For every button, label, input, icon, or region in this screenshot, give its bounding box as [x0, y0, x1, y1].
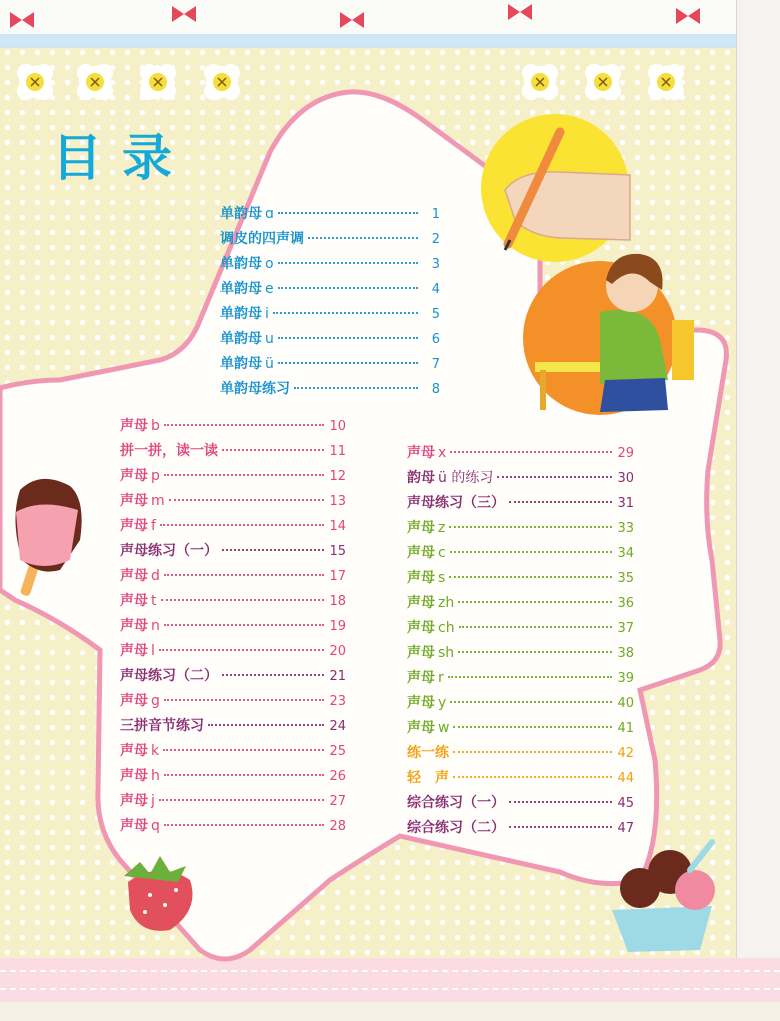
toc-page-number: 18: [329, 594, 346, 609]
toc-entry-pinyin: i: [265, 306, 269, 322]
toc-entry-title: 单韵母: [220, 206, 262, 222]
toc-entry[interactable]: [120, 489, 346, 514]
toc-leader-dots: [278, 262, 418, 264]
toc-entry[interactable]: [220, 277, 440, 302]
toc-entry-title: 声母: [407, 720, 435, 736]
toc-page-number: 28: [329, 819, 346, 834]
toc-page-number: 31: [617, 496, 634, 511]
toc-entry-pinyin: z: [438, 520, 446, 536]
toc-entry[interactable]: [407, 616, 634, 641]
toc-entry[interactable]: [120, 739, 346, 764]
toc-entry-pinyin: g: [151, 693, 160, 709]
toc-page-number: 24: [329, 719, 346, 734]
toc-page-number: 19: [329, 619, 346, 634]
toc-entry[interactable]: [120, 539, 346, 564]
toc-leader-dots: [164, 624, 324, 626]
toc-entry-title: 声母: [120, 693, 148, 709]
toc-page-number: 45: [617, 796, 634, 811]
toc-entry-title: 声母: [120, 743, 148, 759]
toc-entry-title: 声母练习（三）: [407, 495, 505, 511]
toc-leader-dots: [449, 526, 612, 528]
toc-entry-pinyin: d: [151, 568, 160, 584]
toc-page-number: 37: [617, 621, 634, 636]
toc-entry[interactable]: [120, 789, 346, 814]
toc-leader-dots: [208, 724, 324, 726]
toc-leader-dots: [163, 749, 324, 751]
toc-entry-title: 声母: [120, 593, 148, 609]
toc-entry[interactable]: [407, 691, 634, 716]
toc-entry-pinyin: m: [151, 493, 165, 509]
toc-page-number: 40: [617, 696, 634, 711]
toc-page-number: 42: [617, 746, 634, 761]
toc-entry-title: 综合练习（一）: [407, 795, 505, 811]
toc-entry-title: 声母: [120, 418, 148, 434]
toc-page-number: 12: [329, 469, 346, 484]
toc-entry-pinyin: ch: [438, 620, 455, 636]
toc-leader-dots: [458, 601, 612, 603]
toc-leader-dots: [164, 574, 324, 576]
toc-entry[interactable]: [220, 252, 440, 277]
toc-entry[interactable]: [407, 566, 634, 591]
toc-page-number: 21: [329, 669, 346, 684]
toc-entry-pinyin: x: [438, 445, 447, 461]
toc-page-number: 11: [329, 444, 346, 459]
toc-page-number: 44: [617, 771, 634, 786]
toc-entry[interactable]: [220, 327, 440, 352]
toc-entry-pinyin: p: [151, 468, 160, 484]
toc-leader-dots: [278, 362, 418, 364]
toc-entry-pinyin: sh: [438, 645, 455, 661]
toc-entry-title: 单韵母: [220, 306, 262, 322]
toc-entry-pinyin: r: [438, 670, 444, 686]
toc-page-number: 14: [329, 519, 346, 534]
toc-section-initials-right: [407, 441, 634, 841]
toc-entry[interactable]: [220, 352, 440, 377]
toc-leader-dots: [497, 476, 612, 478]
toc-entry[interactable]: [407, 491, 634, 516]
toc-entry-title: 声母练习（一）: [120, 543, 218, 559]
toc-entry-title: 声母: [407, 545, 435, 561]
toc-page-number: 13: [329, 494, 346, 509]
toc-entry-title: 声母: [407, 595, 435, 611]
toc-entry[interactable]: [120, 414, 346, 439]
toc-leader-dots: [509, 501, 612, 503]
toc-leader-dots: [449, 576, 612, 578]
toc-entry-pinyin: u: [265, 331, 274, 347]
toc-leader-dots: [222, 449, 324, 451]
toc-page-number: 26: [329, 769, 346, 784]
toc-leader-dots: [160, 524, 324, 526]
toc-entry-title: 声母练习（二）: [120, 668, 218, 684]
toc-leader-dots: [159, 649, 324, 651]
toc-entry-pinyin: t: [151, 593, 157, 609]
toc-leader-dots: [164, 699, 324, 701]
toc-page-number: 10: [329, 419, 346, 434]
toc-page-number: 33: [617, 521, 634, 536]
toc-page-number: 3: [431, 257, 440, 272]
toc-entry[interactable]: [407, 741, 634, 766]
toc-leader-dots: [273, 312, 418, 314]
toc-entry[interactable]: [407, 816, 634, 841]
toc-entry[interactable]: [120, 589, 346, 614]
toc-page-number: 4: [431, 282, 440, 297]
toc-entry[interactable]: [407, 791, 634, 816]
toc-entry-title: 声母: [407, 695, 435, 711]
toc-leader-dots: [453, 751, 612, 753]
toc-entry[interactable]: [407, 541, 634, 566]
toc-entry[interactable]: [220, 377, 440, 402]
toc-page-number: 25: [329, 744, 346, 759]
toc-leader-dots: [450, 551, 612, 553]
toc-entry[interactable]: [407, 466, 634, 491]
toc-leader-dots: [222, 674, 324, 676]
toc-entry[interactable]: [407, 666, 634, 691]
toc-leader-dots: [222, 549, 324, 551]
toc-entry[interactable]: [407, 766, 634, 791]
toc-entry-title: 练一练: [407, 745, 449, 761]
toc-leader-dots: [448, 676, 612, 678]
toc-entry-title: 单韵母: [220, 281, 262, 297]
toc-entry[interactable]: [120, 814, 346, 839]
toc-entry-title: 三拼音节练习: [120, 718, 204, 734]
toc-entry-pinyin: y: [438, 695, 447, 711]
toc-entry-title: 声母: [407, 645, 435, 661]
toc-entry-title: 声母: [407, 445, 435, 461]
toc-entry-title: 声母: [407, 620, 435, 636]
toc-entry-title: 声母: [407, 670, 435, 686]
toc-leader-dots: [278, 212, 418, 214]
toc-leader-dots: [450, 451, 612, 453]
toc-leader-dots: [294, 387, 418, 389]
toc-entry-title: 调皮的四声调: [220, 231, 304, 247]
toc-page-number: 5: [431, 307, 440, 322]
toc-entry-title: 声母: [120, 468, 148, 484]
toc-leader-dots: [164, 474, 324, 476]
toc-page-number: 39: [617, 671, 634, 686]
toc-page-number: 15: [329, 544, 346, 559]
toc-page-number: 23: [329, 694, 346, 709]
toc-entry-pinyin: ü 的练习: [438, 470, 494, 486]
toc-entry[interactable]: [120, 764, 346, 789]
toc-entry-pinyin: f: [151, 518, 156, 534]
toc-leader-dots: [164, 424, 324, 426]
toc-leader-dots: [164, 824, 324, 826]
toc-leader-dots: [453, 776, 612, 778]
toc-entry-pinyin: ɑ: [265, 206, 274, 222]
toc-leader-dots: [308, 237, 418, 239]
toc-entry-title: 声母: [120, 568, 148, 584]
toc-page-number: 47: [617, 821, 634, 836]
toc-entry-pinyin: q: [151, 818, 160, 834]
toc-entry[interactable]: [120, 514, 346, 539]
toc-leader-dots: [458, 651, 612, 653]
toc-entry-title: 声母: [120, 493, 148, 509]
toc-section-finals: [220, 202, 440, 402]
toc-page-number: 7: [431, 357, 440, 372]
toc-page-number: 35: [617, 571, 634, 586]
toc-page-number: 30: [617, 471, 634, 486]
toc-entry[interactable]: [120, 464, 346, 489]
toc-leader-dots: [453, 726, 612, 728]
toc-page-number: 29: [617, 446, 634, 461]
toc-entry-pinyin: w: [438, 720, 450, 736]
toc-entry[interactable]: [120, 664, 346, 689]
toc-leader-dots: [161, 599, 325, 601]
toc-entry[interactable]: [120, 614, 346, 639]
toc-page-number: 8: [431, 382, 440, 397]
toc-entry[interactable]: [407, 441, 634, 466]
toc-leader-dots: [159, 799, 324, 801]
toc-page-number: 2: [431, 232, 440, 247]
toc-entry-title: 单韵母: [220, 331, 262, 347]
toc-entry-pinyin: c: [438, 545, 446, 561]
toc-entry-pinyin: b: [151, 418, 160, 434]
toc-page-number: 1: [431, 207, 440, 222]
toc-entry-title: 韵母: [407, 470, 435, 486]
toc-entry-pinyin: j: [151, 793, 155, 809]
toc-entry-pinyin: n: [151, 618, 160, 634]
writing-hand-illustration: [481, 114, 630, 262]
toc-page-number: 6: [431, 332, 440, 347]
toc-leader-dots: [169, 499, 324, 501]
toc-entry-pinyin: s: [438, 570, 446, 586]
toc-entry[interactable]: [407, 641, 634, 666]
toc-entry[interactable]: [120, 639, 346, 664]
toc-entry-pinyin: o: [265, 256, 274, 272]
page-title: 目录: [52, 129, 192, 187]
toc-leader-dots: [459, 626, 612, 628]
toc-page-number: 36: [617, 596, 634, 611]
toc-page-number: 17: [329, 569, 346, 584]
toc-entry-title: 综合练习（二）: [407, 820, 505, 836]
toc-page-number: 27: [329, 794, 346, 809]
toc-entry-pinyin: l: [151, 643, 155, 659]
toc-page-number: 41: [617, 721, 634, 736]
toc-page-number: 38: [617, 646, 634, 661]
toc-entry-title: 单韵母: [220, 356, 262, 372]
toc-entry-title: 声母: [120, 643, 148, 659]
toc-entry[interactable]: [220, 202, 440, 227]
toc-leader-dots: [450, 701, 612, 703]
toc-entry-title: 声母: [120, 518, 148, 534]
toc-entry[interactable]: [407, 516, 634, 541]
toc-leader-dots: [509, 826, 612, 828]
toc-entry-pinyin: e: [265, 281, 274, 297]
toc-entry[interactable]: [120, 689, 346, 714]
toc-entry-title: 单韵母练习: [220, 381, 290, 397]
toc-entry-title: 声母: [407, 570, 435, 586]
toc-entry-pinyin: ü: [265, 356, 274, 372]
toc-leader-dots: [509, 801, 612, 803]
toc-entry-title: 声母: [120, 818, 148, 834]
toc-entry-pinyin: k: [151, 743, 160, 759]
toc-entry[interactable]: [120, 714, 346, 739]
toc-entry-pinyin: h: [151, 768, 160, 784]
toc-entry-title: 单韵母: [220, 256, 262, 272]
toc-entry[interactable]: [407, 591, 634, 616]
toc-leader-dots: [278, 337, 418, 339]
toc-entry-title: 声母: [120, 618, 148, 634]
toc-page-number: 20: [329, 644, 346, 659]
toc-entry[interactable]: [220, 227, 440, 252]
toc-section-initials-left: [120, 414, 346, 839]
toc-entry-title: 轻 声: [407, 770, 449, 786]
toc-entry[interactable]: [407, 716, 634, 741]
toc-entry[interactable]: [120, 564, 346, 589]
toc-entry-title: 声母: [120, 793, 148, 809]
toc-entry[interactable]: [120, 439, 346, 464]
toc-entry-title: 拼一拼，读一读: [120, 443, 218, 459]
toc-entry-pinyin: zh: [438, 595, 455, 611]
toc-entry-title: 声母: [120, 768, 148, 784]
bow-icon: [10, 4, 700, 28]
toc-entry-title: 声母: [407, 520, 435, 536]
toc-leader-dots: [278, 287, 418, 289]
toc-page-number: 34: [617, 546, 634, 561]
toc-leader-dots: [164, 774, 324, 776]
toc-entry[interactable]: [220, 302, 440, 327]
